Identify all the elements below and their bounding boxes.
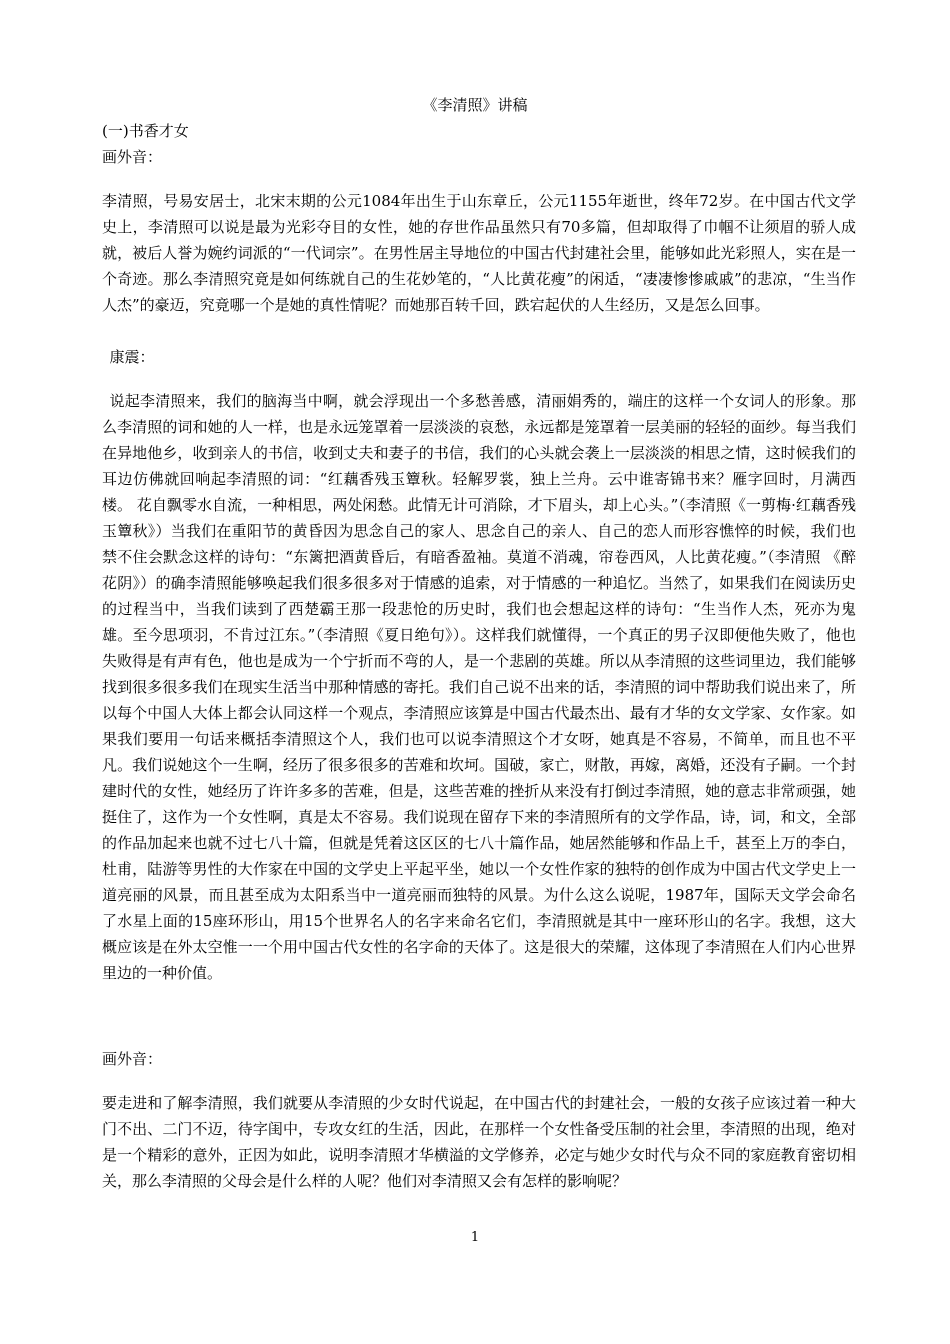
speaker-label-narration-2: 画外音：: [102, 1050, 163, 1068]
paragraph-lecture: 说起李清照来，我们的脑海当中啊，就会浮现出一个多愁善感，清丽娟秀的，端庄的这样一个女词人的形象。那么李清照的词和她的人一样，也是永远笼罩着一层淡淡的哀愁，永远都是笼罩着一层美丽的轻轻的面纱。每当我们在异地他乡，收到亲人的书信，收到丈夫和妻子的书信，我们的心头就会袭上一层淡淡的相思之情，这时候我们的耳边仿佛就回响起李清照的词：“红藕香残玉簟秋。轻解罗裳，独上兰舟。云中谁寄锦书来？雁字回时，月满西楼。 花自飘零水自流，一种相思，两处闲愁。此情无计可消除，才下眉头，却上心头。”（李清照《一剪梅·红藕香残玉簟秋》）当我们在重阳节的黄昏因为思念自己的家人、思念自己的亲人、自己的恋人而形容憔悴的时候，我们也禁不住会默念这样的诗句：“东篱把酒黄昏后，有暗香盈袖。莫道不消魂，帘卷西风，人比黄花瘦。”（李清照 《醉花阴》）的确李清照能够唤起我们很多很多对于情感的追索，对于情感的一种追忆。当然了，如果我们在阅读历史的过程当中，当我们读到了西楚霸王那一段悲怆的历史时，我们也会想起这样的诗句：“生当作人杰，死亦为鬼雄。至今思项羽，不肯过江东。”（李清照《夏日绝句》）。这样我们就懂得，一个真正的男子汉即便他失败了，他也失败得是有声有色，他也是成为一个宁折而不弯的人，是一个悲剧的英雄。所以从李清照的这些词里边，我们能够找到很多很多我们在现实生活当中那种情感的寄托。我们自己说不出来的话，李清照的词中帮助我们说出来了，所以每个中国人大体上都会认同这样一个观点，李清照应该算是中国古代最杰出、最有才华的女文学家、女作家。如果我们要用一句话来概括李清照这个人，我们也可以说李清照这个才女呀，她真是不容易，不简单，而且也不平凡。我们说她这个一生啊，经历了很多很多的苦难和坎坷。国破，家亡，财散，再嫁，离婚，还没有子嗣。一个封建时代的女性，她经历了许许多多的苦难，但是，这些苦难的挫折从来没有打倒过李清照，她的意志非常顽强，她挺住了，这作为一个女性啊，真是太不容易。我们说现在留存下来的李清照所有的文学作品，诗，词，和文，全部的作品加起来也就不过七八十篇，但就是凭着这区区的七八十篇作品，她居然能够和作品上千，甚至上万的李白，杜甫，陆游等男性的大作家在中国的文学史上平起平坐，她以一个女性作家的独特的创作成为中国古代文学史上一道亮丽的风景，而且甚至成为太阳系当中一道亮丽而独特的风景。为什么这么说呢，1987年，国际天文学会命名了水星上面的15座环形山，用15个世界名人的名字来命名它们，李清照就是其中一座环形山的名字。我想，这大概应该是在外太空惟一一个用中国古代女性的名字命的天体了。这是很大的荣耀，这体现了李清照在人们内心世界里边的一种价值。: [102, 392, 856, 982]
paragraph-girlhood: 要走进和了解李清照，我们就要从李清照的少女时代说起，在中国古代的封建社会，一般的女孩子应该过着一种大门不出、二门不迈，待字闺中，专攻女红的生活，因此，在那样一个女性备受压制的社会里，李清照的出现，绝对是一个精彩的意外，正因为如此，说明李清照才华横溢的文学修养，必定与她少女时代与众不同的家庭教育密切相关，那么李清照的父母会是什么样的人呢？他们对李清照又会有怎样的影响呢？: [102, 1094, 856, 1190]
page-number: 1: [470, 1230, 480, 1245]
speaker-label-kangzhen: 康震：: [109, 348, 155, 366]
document-title: 《李清照》讲稿: [422, 96, 528, 114]
section-heading: (一)书香才女: [102, 122, 189, 140]
paragraph-introduction: 李清照，号易安居士，北宋末期的公元1084年出生于山东章丘，公元1155年逝世，终年72岁。在中国古代文学史上，李清照可以说是最为光彩夺目的女性，她的存世作品虽然只有70多篇，但却取得了巾帼不让须眉的骄人成就，被后人誉为婉约词派的“一代词宗”。在男性居主导地位的中国古代封建社会里，能够如此光彩照人，实在是一个奇迹。那么李清照究竟是如何练就自己的生花妙笔的，“人比黄花瘦”的闲适，“凄凄惨惨戚戚”的悲凉，“生当作人杰”的豪迈，究竟哪一个是她的真性情呢？而她那百转千回，跌宕起伏的人生经历，又是怎么回事。: [102, 192, 856, 314]
speaker-label-narration: 画外音：: [102, 148, 163, 166]
